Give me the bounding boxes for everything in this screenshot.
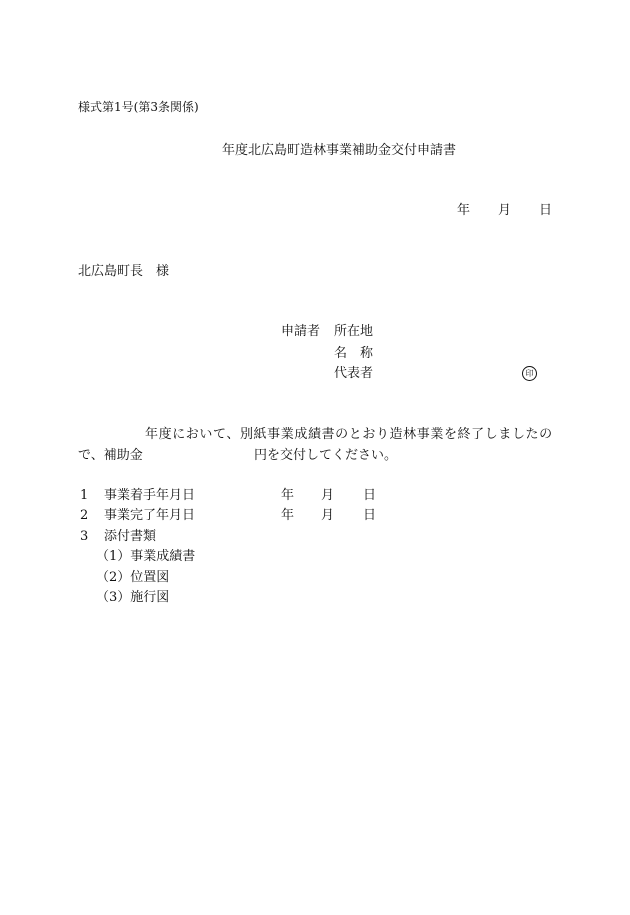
end-day-label: 日	[363, 508, 377, 523]
form-number: 様式第1号(第3条関係)	[78, 100, 199, 114]
item-number: 1	[80, 488, 89, 503]
attachment-item: （1）事業成績書	[96, 549, 196, 564]
start-day-label: 日	[363, 488, 377, 503]
item-number: 2	[80, 508, 89, 523]
item-number: 3	[80, 529, 89, 544]
representative-label: 代表者	[334, 366, 374, 381]
name-label: 名 称	[334, 346, 374, 361]
applicant-label: 申請者	[281, 324, 321, 339]
item-label-start-date: 事業着手年月日	[104, 488, 196, 503]
start-year-label: 年	[281, 488, 295, 503]
end-year-label: 年	[281, 508, 295, 523]
addressee: 北広島町長 様	[78, 264, 170, 279]
document-title: 年度北広島町造林事業補助金交付申請書	[222, 143, 457, 158]
body-text-line2-prefix: で、補助金	[78, 448, 143, 463]
date-year-label: 年	[457, 203, 471, 218]
start-month-label: 月	[321, 488, 335, 503]
item-label-end-date: 事業完了年月日	[104, 508, 196, 523]
item-label-attachments: 添付書類	[104, 529, 157, 544]
address-label: 所在地	[334, 324, 374, 339]
end-month-label: 月	[321, 508, 335, 523]
attachment-item: （2）位置図	[96, 570, 170, 585]
body-text-line2-suffix: 円を交付してください。	[254, 448, 398, 463]
attachment-item: （3）施行図	[96, 590, 170, 605]
date-month-label: 月	[498, 203, 512, 218]
date-day-label: 日	[539, 203, 553, 218]
seal-mark-icon: 印	[522, 366, 537, 381]
body-text-line1: 年度において、別紙事業成績書のとおり造林事業を終了しましたの	[145, 427, 553, 442]
